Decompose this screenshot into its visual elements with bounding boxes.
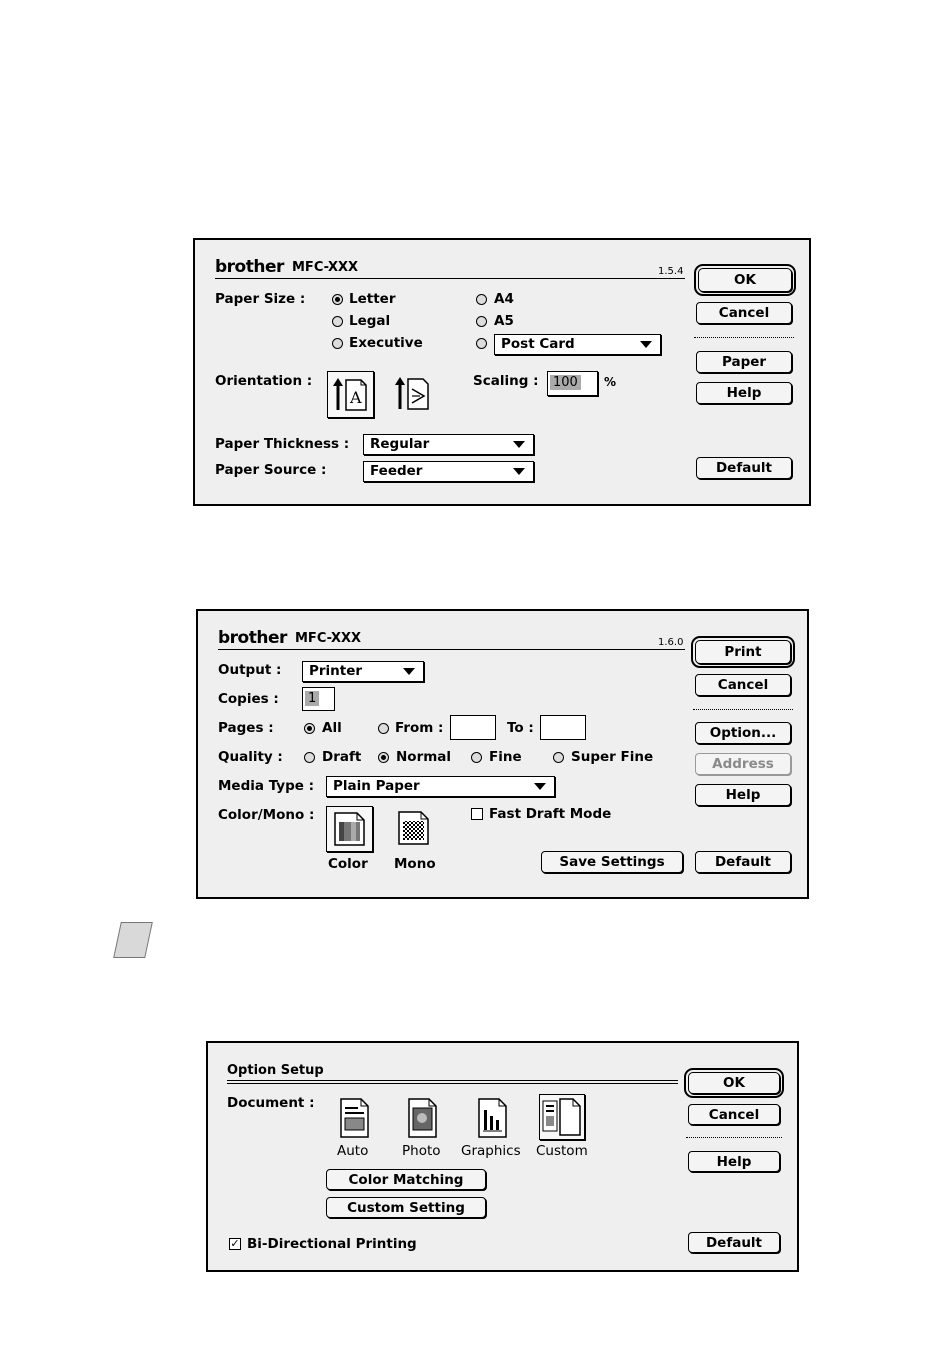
output-value: Printer xyxy=(309,663,363,679)
save-settings-button[interactable]: Save Settings xyxy=(541,851,683,873)
media-type-select[interactable] xyxy=(326,776,555,797)
mono-caption: Mono xyxy=(394,856,436,872)
mono-page-icon xyxy=(391,806,436,850)
radio-a5[interactable] xyxy=(476,316,487,327)
brother-logo: brother xyxy=(215,257,284,277)
brother-logo: brother xyxy=(218,628,287,648)
ok-button[interactable]: OK xyxy=(688,1072,780,1094)
radio-pages-range[interactable] xyxy=(378,723,389,734)
color-caption: Color xyxy=(328,856,368,872)
pages-to-input[interactable] xyxy=(540,715,586,740)
chevron-down-icon xyxy=(403,668,415,675)
chevron-down-icon xyxy=(534,783,546,790)
radio-a4[interactable] xyxy=(476,294,487,305)
quality-normal-label: Normal xyxy=(396,749,452,765)
quality-fine-label: Fine xyxy=(489,749,522,765)
doc-auto-button[interactable] xyxy=(336,1096,374,1140)
portrait-orientation-button[interactable] xyxy=(327,371,374,418)
chevron-down-icon xyxy=(513,468,525,475)
color-matching-button[interactable]: Color Matching xyxy=(326,1169,486,1190)
paper-button[interactable]: Paper xyxy=(696,351,792,373)
cancel-button[interactable]: Cancel xyxy=(696,302,792,324)
radio-quality-fine[interactable] xyxy=(471,752,482,763)
media-type-label: Media Type : xyxy=(218,778,315,794)
header-rule xyxy=(215,278,685,279)
doc-photo-label: Photo xyxy=(402,1143,441,1159)
header-rule xyxy=(227,1080,678,1081)
other-size-select[interactable] xyxy=(494,334,661,355)
doc-graphics-label: Graphics xyxy=(461,1143,521,1159)
paper-source-select[interactable] xyxy=(363,461,534,482)
chevron-down-icon xyxy=(640,341,652,348)
note-icon xyxy=(113,922,153,958)
radio-legal-label: Legal xyxy=(349,313,391,329)
svg-text:A: A xyxy=(350,388,362,407)
radio-legal[interactable] xyxy=(332,316,343,327)
document-label: Document : xyxy=(227,1095,315,1111)
option-setup-dialog xyxy=(206,1041,799,1272)
bidirectional-label: Bi-Directional Printing xyxy=(247,1236,417,1252)
pages-to-label: To : xyxy=(507,720,534,736)
radio-other-size[interactable] xyxy=(476,338,487,349)
color-mono-label: Color/Mono : xyxy=(218,807,315,823)
cancel-button[interactable]: Cancel xyxy=(695,674,791,696)
quality-label: Quality : xyxy=(218,749,283,765)
default-button[interactable]: Default xyxy=(688,1232,780,1253)
chevron-down-icon xyxy=(513,441,525,448)
radio-a4-label: A4 xyxy=(494,291,514,307)
scaling-input[interactable] xyxy=(547,371,598,396)
button-separator xyxy=(693,709,793,710)
radio-pages-all[interactable] xyxy=(304,723,315,734)
paper-source-label: Paper Source : xyxy=(215,462,327,478)
landscape-icon xyxy=(390,371,435,416)
landscape-orientation-button[interactable] xyxy=(390,371,437,418)
fast-draft-label: Fast Draft Mode xyxy=(489,806,612,822)
cancel-button[interactable]: Cancel xyxy=(688,1104,780,1125)
header-rule xyxy=(218,649,685,650)
copies-input[interactable] xyxy=(302,687,335,711)
page-setup-dialog xyxy=(193,238,811,506)
version-label: 1.6.0 xyxy=(658,637,684,648)
default-button[interactable]: Default xyxy=(695,851,791,873)
portrait-icon xyxy=(328,372,373,417)
quality-superfine-label: Super Fine xyxy=(571,749,654,765)
doc-auto-label: Auto xyxy=(337,1143,369,1159)
default-button[interactable]: Default xyxy=(696,457,792,479)
mono-mode-button[interactable] xyxy=(391,806,438,852)
paper-thickness-value: Regular xyxy=(370,436,430,452)
pages-from-input[interactable] xyxy=(450,715,496,740)
doc-custom-button[interactable] xyxy=(539,1094,585,1140)
print-button[interactable]: Print xyxy=(695,640,791,664)
color-mode-button[interactable] xyxy=(326,806,373,852)
pages-label: Pages : xyxy=(218,720,274,736)
model-name: MFC-XXX xyxy=(295,631,362,646)
doc-photo-button[interactable] xyxy=(404,1096,442,1140)
version-label: 1.5.4 xyxy=(658,266,684,277)
radio-executive[interactable] xyxy=(332,338,343,349)
address-button[interactable]: Address xyxy=(695,753,791,775)
help-button[interactable]: Help xyxy=(688,1151,780,1172)
photo-document-icon xyxy=(404,1096,442,1140)
model-name: MFC-XXX xyxy=(292,260,359,275)
bidirectional-checkbox[interactable]: ✓ xyxy=(230,1237,240,1250)
dialog-title: Option Setup xyxy=(227,1063,324,1078)
other-size-value: Post Card xyxy=(501,336,575,352)
option-button[interactable]: Option... xyxy=(695,722,791,744)
pages-all-label: All xyxy=(322,720,342,736)
paper-source-value: Feeder xyxy=(370,463,423,479)
scaling-label: Scaling : xyxy=(473,373,539,389)
print-dialog xyxy=(196,609,809,899)
radio-quality-superfine[interactable] xyxy=(553,752,564,763)
radio-letter[interactable] xyxy=(332,294,343,305)
scaling-unit: % xyxy=(604,375,617,389)
auto-document-icon xyxy=(336,1096,374,1140)
radio-a5-label: A5 xyxy=(494,313,514,329)
doc-graphics-button[interactable] xyxy=(474,1096,512,1140)
quality-draft-label: Draft xyxy=(322,749,362,765)
radio-executive-label: Executive xyxy=(349,335,423,351)
scaling-value: 100 xyxy=(550,375,581,390)
help-button[interactable]: Help xyxy=(695,784,791,806)
custom-setting-button[interactable]: Custom Setting xyxy=(326,1197,486,1218)
radio-quality-normal[interactable] xyxy=(378,752,389,763)
color-page-icon xyxy=(327,807,372,851)
doc-custom-label: Custom xyxy=(536,1143,588,1159)
pages-from-label: From : xyxy=(395,720,444,736)
paper-size-label: Paper Size : xyxy=(215,291,306,307)
radio-quality-draft[interactable] xyxy=(304,752,315,763)
button-separator xyxy=(694,337,794,338)
graphics-document-icon xyxy=(474,1096,512,1140)
fast-draft-checkbox[interactable] xyxy=(471,808,483,820)
media-type-value: Plain Paper xyxy=(333,778,420,794)
header-rule-2 xyxy=(227,1083,678,1084)
ok-button[interactable]: OK xyxy=(698,268,792,292)
radio-letter-label: Letter xyxy=(349,291,396,307)
paper-thickness-label: Paper Thickness : xyxy=(215,436,350,452)
output-label: Output : xyxy=(218,662,282,678)
output-select[interactable] xyxy=(302,661,424,682)
copies-value: 1 xyxy=(305,691,319,706)
orientation-label: Orientation : xyxy=(215,373,313,389)
custom-document-icon xyxy=(540,1095,584,1139)
help-button[interactable]: Help xyxy=(696,382,792,404)
button-separator xyxy=(686,1137,782,1138)
paper-thickness-select[interactable] xyxy=(363,434,534,455)
copies-label: Copies : xyxy=(218,691,279,707)
